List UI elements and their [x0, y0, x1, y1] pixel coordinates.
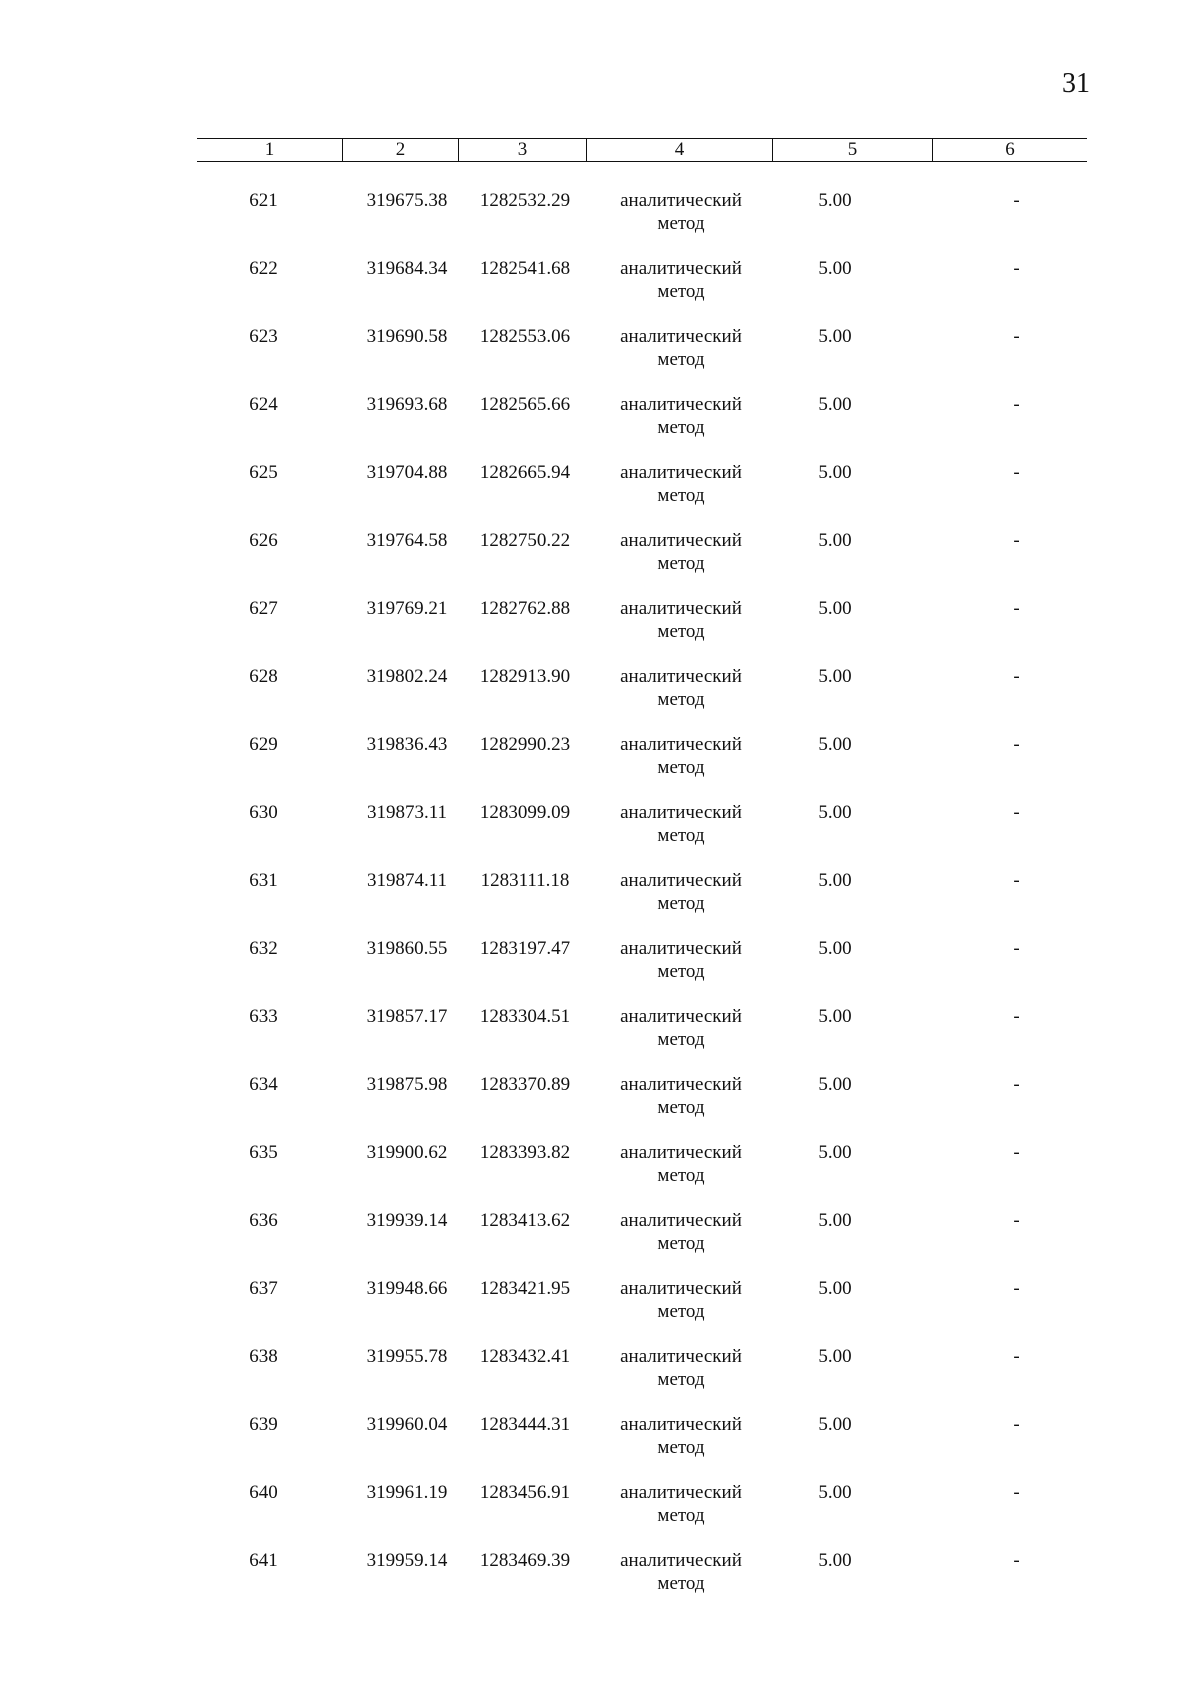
accuracy-value-cell: 5.00	[818, 326, 852, 347]
x-coordinate-cell: 319960.04	[366, 1414, 448, 1435]
method-cell	[586, 937, 772, 1005]
accuracy-value-cell: 5.00	[818, 734, 852, 755]
point-number-cell: 634	[249, 1074, 278, 1095]
y-coordinate-cell: 1283304.51	[479, 1006, 571, 1027]
point-number-cell: 641	[249, 1550, 278, 1571]
method-line-1: аналитический	[620, 1482, 742, 1503]
x-coordinate-cell: 319690.58	[366, 326, 448, 347]
point-number-cell: 633	[249, 1006, 278, 1027]
method-cell	[586, 325, 772, 393]
y-coordinate-cell: 1282565.66	[479, 394, 571, 415]
table-row	[197, 937, 1087, 1005]
method-line-1: аналитический	[620, 530, 742, 551]
table-row	[197, 461, 1087, 529]
x-coordinate-cell: 319939.14	[366, 1210, 448, 1231]
x-coordinate-cell: 319874.11	[366, 870, 448, 891]
note-cell: -	[1013, 734, 1020, 755]
y-coordinate-cell: 1282541.68	[479, 258, 571, 279]
method-line-1: аналитический	[620, 870, 742, 891]
method-line-2: метод	[657, 213, 705, 234]
accuracy-value-cell: 5.00	[818, 1346, 852, 1367]
x-coordinate-cell: 319900.62	[366, 1142, 448, 1163]
method-line-2: метод	[657, 1573, 705, 1594]
y-coordinate-cell: 1283111.18	[480, 870, 570, 891]
method-line-2: метод	[657, 825, 705, 846]
y-coordinate-cell: 1282762.88	[479, 598, 571, 619]
header-col-1: 1	[264, 139, 275, 160]
header-col-5: 5	[772, 139, 932, 161]
note-cell: -	[1013, 802, 1020, 823]
table-row	[197, 1413, 1087, 1481]
method-cell	[586, 1141, 772, 1209]
point-number-cell: 628	[249, 666, 278, 687]
method-cell	[586, 189, 772, 257]
method-cell	[586, 1005, 772, 1073]
method-cell	[586, 869, 772, 937]
point-number-cell: 639	[249, 1414, 278, 1435]
method-line-1: аналитический	[620, 326, 742, 347]
table-row	[197, 597, 1087, 665]
method-line-2: метод	[657, 757, 705, 778]
method-cell	[586, 1413, 772, 1481]
method-line-1: аналитический	[620, 802, 742, 823]
note-cell: -	[1013, 870, 1020, 891]
y-coordinate-cell: 1282665.94	[479, 462, 571, 483]
table-row	[197, 1345, 1087, 1413]
point-number-cell: 638	[249, 1346, 278, 1367]
accuracy-value-cell: 5.00	[818, 1550, 852, 1571]
table-row	[197, 1277, 1087, 1345]
method-line-1: аналитический	[620, 462, 742, 483]
y-coordinate-cell: 1282990.23	[479, 734, 571, 755]
point-number-cell: 621	[249, 190, 278, 211]
y-coordinate-cell: 1283099.09	[479, 802, 571, 823]
method-line-1: аналитический	[620, 598, 742, 619]
method-line-2: метод	[657, 281, 705, 302]
table-row	[197, 529, 1087, 597]
accuracy-value-cell: 5.00	[818, 1142, 852, 1163]
method-line-1: аналитический	[620, 938, 742, 959]
x-coordinate-cell: 319684.34	[366, 258, 448, 279]
note-cell: -	[1013, 258, 1020, 279]
x-coordinate-cell: 319857.17	[366, 1006, 448, 1027]
y-coordinate-cell: 1283393.82	[479, 1142, 571, 1163]
method-line-2: метод	[657, 1097, 705, 1118]
table-row	[197, 257, 1087, 325]
x-coordinate-cell: 319948.66	[366, 1278, 448, 1299]
method-cell	[586, 597, 772, 665]
x-coordinate-cell: 319836.43	[366, 734, 448, 755]
method-cell	[586, 1345, 772, 1413]
y-coordinate-cell: 1283456.91	[479, 1482, 571, 1503]
method-line-1: аналитический	[620, 394, 742, 415]
y-coordinate-cell: 1283421.95	[479, 1278, 571, 1299]
accuracy-value-cell: 5.00	[818, 938, 852, 959]
note-cell: -	[1013, 1482, 1020, 1503]
y-coordinate-cell: 1282913.90	[479, 666, 571, 687]
method-line-1: аналитический	[620, 1142, 742, 1163]
method-cell	[586, 733, 772, 801]
method-line-1: аналитический	[620, 1210, 742, 1231]
accuracy-value-cell: 5.00	[818, 1414, 852, 1435]
method-line-1: аналитический	[620, 1278, 742, 1299]
table-row	[197, 1209, 1087, 1277]
note-cell: -	[1013, 190, 1020, 211]
method-cell	[586, 529, 772, 597]
x-coordinate-cell: 319875.98	[366, 1074, 448, 1095]
method-line-2: метод	[657, 1505, 705, 1526]
accuracy-value-cell: 5.00	[818, 394, 852, 415]
accuracy-value-cell: 5.00	[818, 258, 852, 279]
method-line-2: метод	[657, 1369, 705, 1390]
point-number-cell: 635	[249, 1142, 278, 1163]
note-cell: -	[1013, 530, 1020, 551]
table-row	[197, 393, 1087, 461]
x-coordinate-cell: 319959.14	[366, 1550, 448, 1571]
note-cell: -	[1013, 1414, 1020, 1435]
x-coordinate-cell: 319675.38	[366, 190, 448, 211]
method-line-1: аналитический	[620, 1074, 742, 1095]
coordinates-table	[197, 138, 1087, 1617]
note-cell: -	[1013, 938, 1020, 959]
point-number-cell: 630	[249, 802, 278, 823]
method-line-2: метод	[657, 893, 705, 914]
y-coordinate-cell: 1282750.22	[479, 530, 571, 551]
note-cell: -	[1013, 1142, 1020, 1163]
note-cell: -	[1013, 1550, 1020, 1571]
note-cell: -	[1013, 1074, 1020, 1095]
table-row	[197, 869, 1087, 937]
note-cell: -	[1013, 394, 1020, 415]
x-coordinate-cell: 319769.21	[366, 598, 448, 619]
method-cell	[586, 1277, 772, 1345]
accuracy-value-cell: 5.00	[818, 1210, 852, 1231]
accuracy-value-cell: 5.00	[818, 1006, 852, 1027]
point-number-cell: 636	[249, 1210, 278, 1231]
note-cell: -	[1013, 598, 1020, 619]
accuracy-value-cell: 5.00	[818, 530, 852, 551]
point-number-cell: 626	[249, 530, 278, 551]
x-coordinate-cell: 319802.24	[366, 666, 448, 687]
point-number-cell: 627	[249, 598, 278, 619]
table-row	[197, 665, 1087, 733]
method-line-2: метод	[657, 689, 705, 710]
table-header	[197, 138, 1087, 162]
note-cell: -	[1013, 462, 1020, 483]
method-line-2: метод	[657, 621, 705, 642]
y-coordinate-cell: 1282553.06	[479, 326, 571, 347]
method-line-2: метод	[657, 485, 705, 506]
method-cell	[586, 801, 772, 869]
method-line-2: метод	[657, 1165, 705, 1186]
point-number-cell: 622	[249, 258, 278, 279]
table-row	[197, 1549, 1087, 1617]
method-line-1: аналитический	[620, 258, 742, 279]
accuracy-value-cell: 5.00	[818, 1482, 852, 1503]
point-number-cell: 640	[249, 1482, 278, 1503]
x-coordinate-cell: 319955.78	[366, 1346, 448, 1367]
table-row	[197, 1073, 1087, 1141]
method-cell	[586, 461, 772, 529]
header-col-3: 3	[458, 139, 586, 161]
accuracy-value-cell: 5.00	[818, 190, 852, 211]
y-coordinate-cell: 1283197.47	[479, 938, 571, 959]
method-line-1: аналитический	[620, 1550, 742, 1571]
point-number-cell: 624	[249, 394, 278, 415]
table-row	[197, 189, 1087, 257]
method-line-2: метод	[657, 1301, 705, 1322]
point-number-cell: 623	[249, 326, 278, 347]
y-coordinate-cell: 1283413.62	[479, 1210, 571, 1231]
y-coordinate-cell: 1283370.89	[479, 1074, 571, 1095]
note-cell: -	[1013, 1346, 1020, 1367]
note-cell: -	[1013, 1210, 1020, 1231]
accuracy-value-cell: 5.00	[818, 870, 852, 891]
method-cell	[586, 665, 772, 733]
x-coordinate-cell: 319693.68	[366, 394, 448, 415]
table-row	[197, 325, 1087, 393]
method-line-2: метод	[657, 553, 705, 574]
note-cell: -	[1013, 1278, 1020, 1299]
y-coordinate-cell: 1282532.29	[479, 190, 571, 211]
method-line-2: метод	[657, 417, 705, 438]
accuracy-value-cell: 5.00	[818, 802, 852, 823]
accuracy-value-cell: 5.00	[818, 666, 852, 687]
method-line-2: метод	[657, 1437, 705, 1458]
method-line-2: метод	[657, 349, 705, 370]
x-coordinate-cell: 319961.19	[366, 1482, 448, 1503]
accuracy-value-cell: 5.00	[818, 1278, 852, 1299]
method-line-1: аналитический	[620, 1346, 742, 1367]
method-line-1: аналитический	[620, 734, 742, 755]
method-cell	[586, 1481, 772, 1549]
header-col-2: 2	[342, 139, 458, 161]
method-line-2: метод	[657, 1029, 705, 1050]
table-row	[197, 1141, 1087, 1209]
y-coordinate-cell: 1283432.41	[479, 1346, 571, 1367]
accuracy-value-cell: 5.00	[818, 598, 852, 619]
page-number: 31	[1062, 68, 1090, 99]
point-number-cell: 625	[249, 462, 278, 483]
header-col-4: 4	[586, 139, 772, 161]
method-cell	[586, 1073, 772, 1141]
method-line-1: аналитический	[620, 190, 742, 211]
y-coordinate-cell: 1283444.31	[479, 1414, 571, 1435]
y-coordinate-cell: 1283469.39	[479, 1550, 571, 1571]
method-line-2: метод	[657, 961, 705, 982]
method-cell	[586, 1549, 772, 1617]
point-number-cell: 637	[249, 1278, 278, 1299]
method-line-2: метод	[657, 1233, 705, 1254]
note-cell: -	[1013, 666, 1020, 687]
note-cell: -	[1013, 326, 1020, 347]
x-coordinate-cell: 319860.55	[366, 938, 448, 959]
table-body	[197, 189, 1087, 1617]
method-cell	[586, 393, 772, 461]
point-number-cell: 632	[249, 938, 278, 959]
x-coordinate-cell: 319764.58	[366, 530, 448, 551]
table-row	[197, 1005, 1087, 1073]
table-row	[197, 733, 1087, 801]
x-coordinate-cell: 319873.11	[366, 802, 448, 823]
x-coordinate-cell: 319704.88	[366, 462, 448, 483]
method-line-1: аналитический	[620, 1414, 742, 1435]
method-cell	[586, 1209, 772, 1277]
point-number-cell: 629	[249, 734, 278, 755]
method-cell	[586, 257, 772, 325]
table-row	[197, 1481, 1087, 1549]
point-number-cell: 631	[249, 870, 278, 891]
header-col-6: 6	[932, 139, 1087, 161]
accuracy-value-cell: 5.00	[818, 462, 852, 483]
accuracy-value-cell: 5.00	[818, 1074, 852, 1095]
table-row	[197, 801, 1087, 869]
method-line-1: аналитический	[620, 666, 742, 687]
note-cell: -	[1013, 1006, 1020, 1027]
method-line-1: аналитический	[620, 1006, 742, 1027]
